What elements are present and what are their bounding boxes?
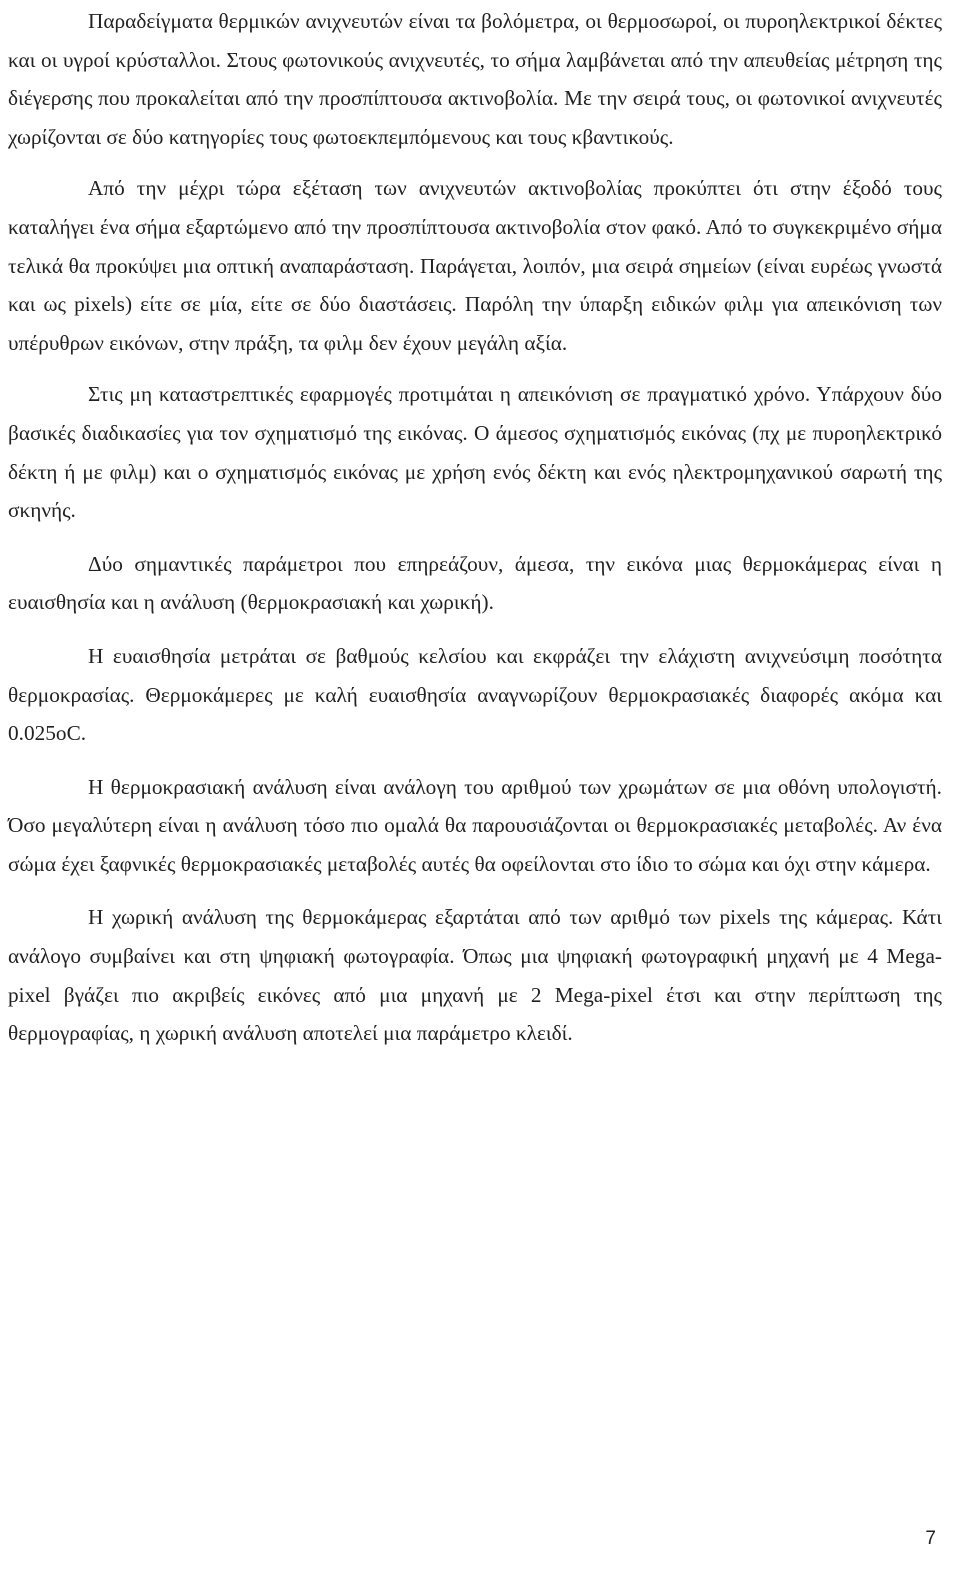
paragraph-detector-output: Από την μέχρι τώρα εξέταση των ανιχνευτών ακτινοβολίας προκύπτει ότι στην έξοδό τους καταλήγει ένα σήμα εξαρτώμενο από την προσπίπτουσα ακτινοβολία στον φακό. Από το συγκεκριμένο σήμα τελικά θα προκύψει μια οπτική αναπαράσταση. Παράγεται, λοιπόν, μια σειρά σημείων (είναι ευρέως γνωστά και ως pixels) είτε σε μία, είτε σε δύο διαστάσεις. Παρόλη την ύπαρξη ειδικών φιλμ για απεικόνιση των υπέρυθρων εικόνων, στην πράξη, τα φιλμ δεν έχουν μεγάλη αξία. [8, 176, 942, 355]
paragraph-thermal-detectors: Παραδείγματα θερμικών ανιχνευτών είναι τα βολόμετρα, οι θερμοσωροί, οι πυροηλεκτρικοί δέκτες και οι υγροί κρύσταλλοι. Στους φωτονικούς ανιχνευτές, το σήμα λαμβάνεται από την απευθείας μέτρηση της διέγερσης που προκαλείται από την προσπίπτουσα ακτινοβολία. Με την σειρά τους, οι φωτονικοί ανιχνευτές χωρίζονται σε δύο κατηγορίες τους φωτοεκπεμπόμενους και τους κβαντικούς. [8, 9, 942, 149]
body-text [8, 0, 942, 1053]
page-number: 7 [925, 1528, 936, 1549]
paragraph-key-parameters: Δύο σημαντικές παράμετροι που επηρεάζουν, άμεσα, την εικόνα μιας θερμοκάμερας είναι η ευαισθησία και η ανάλυση (θερμοκρασιακή και χωρική). [8, 551, 942, 615]
paragraph-spatial-resolution: Η χωρική ανάλυση της θερμοκάμερας εξαρτάται από των αριθμό των pixels της κάμερας. Κάτι ανάλογο συμβαίνει και στη ψηφιακή φωτογραφία. Όπως μια ψηφιακή φωτογραφική μηχανή με 4 Mega-pixel βγάζει πιο ακριβείς εικόνες από μια μηχανή με 2 Mega-pixel έτσι και στην περίπτωση της θερμογραφίας, η χωρική ανάλυση αποτελεί μια παράμετρο κλειδί. [8, 905, 942, 1046]
paragraph-thermal-resolution: Η θερμοκρασιακή ανάλυση είναι ανάλογη του αριθμού των χρωμάτων σε μια οθόνη υπολογιστή. Όσο μεγαλύτερη είναι η ανάλυση τόσο πιο ομαλά θα παρουσιάζονται οι θερμοκρασιακές μεταβολές. Αν ένα σώμα έχει ξαφνικές θερμοκρασιακές μεταβολές αυτές θα οφείλονται στο ίδιο το σώμα και όχι στην κάμερα. [8, 774, 942, 876]
paragraph-real-time-imaging: Στις μη καταστρεπτικές εφαρμογές προτιμάται η απεικόνιση σε πραγματικό χρόνο. Υπάρχουν δύο βασικές διαδικασίες για τον σχηματισμό της εικόνας. Ο άμεσος σχηματισμός εικόνας (πχ με πυροηλεκτρικό δέκτη ή με φιλμ) και ο σχηματισμός εικόνας με χρήση ενός δέκτη και ενός ηλεκτρομηχανικού σαρωτή της σκηνής. [8, 382, 942, 523]
paragraph-sensitivity: Η ευαισθησία μετράται σε βαθμούς κελσίου και εκφράζει την ελάχιστη ανιχνεύσιμη ποσότητα θερμοκρασίας. Θερμοκάμερες με καλή ευαισθησία αναγνωρίζουν θερμοκρασιακές διαφορές ακόμα και 0.025oC. [8, 643, 942, 746]
